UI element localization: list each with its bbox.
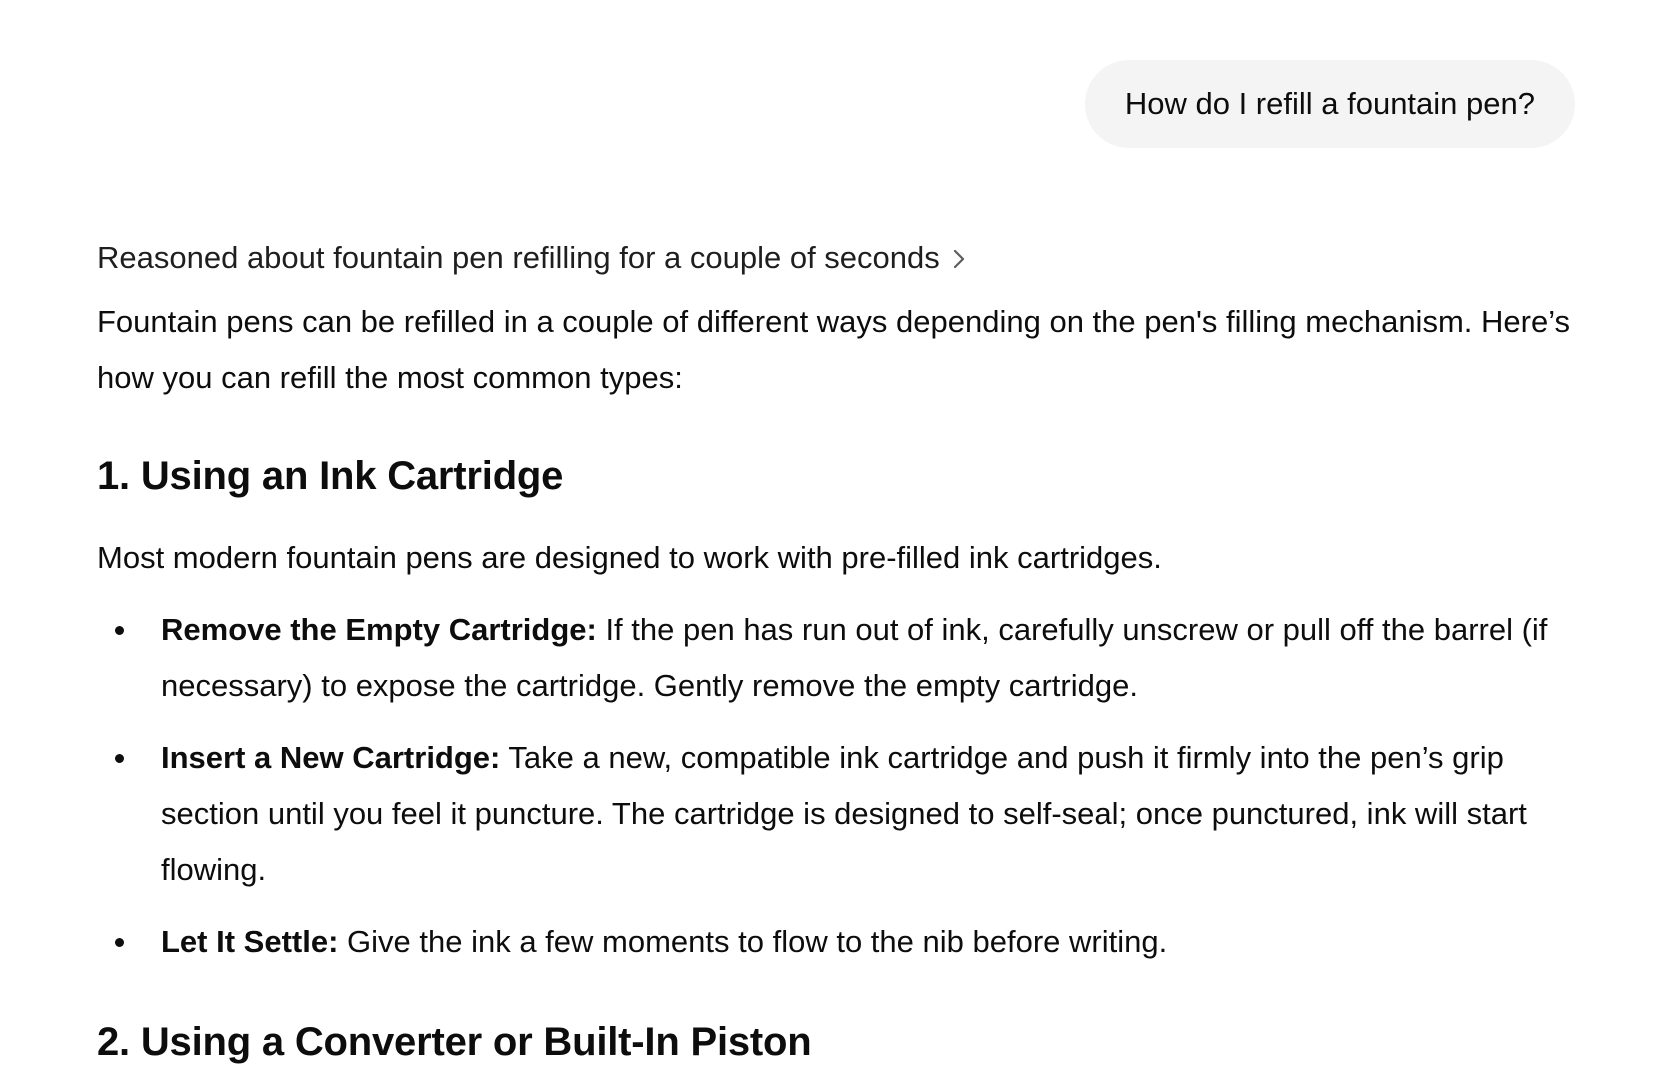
bullet-icon <box>115 626 124 635</box>
section-heading-converter: 2. Using a Converter or Built-In Piston <box>97 1020 812 1064</box>
step-text: Take a new, compatible ink cartridge and push it firmly into the pen’s grip section until you feel it puncture. The cartridge is designed to self-seal; once punctured, ink will start flowing. <box>161 740 1527 887</box>
list-item <box>97 730 1577 898</box>
reasoning-toggle[interactable] <box>97 236 966 280</box>
step-text: Give the ink a few moments to flow to the nib before writing. <box>338 924 1168 959</box>
list-item <box>97 914 1577 970</box>
user-message-row <box>1085 60 1575 148</box>
step-title: Let It Settle: <box>161 924 339 959</box>
bullet-icon <box>115 938 124 947</box>
bullet-icon <box>115 754 124 763</box>
step-title: Remove the Empty Cartridge: <box>161 612 597 647</box>
cartridge-steps-list <box>97 602 1577 970</box>
chevron-right-icon <box>952 248 966 270</box>
assistant-message <box>97 236 1577 1070</box>
section-paragraph-cartridge: Most modern fountain pens are designed to work with pre-filled ink cartridges. <box>97 540 1162 575</box>
user-message-bubble: How do I refill a fountain pen? <box>1085 60 1575 148</box>
section-heading-cartridge: 1. Using an Ink Cartridge <box>97 454 564 498</box>
intro-paragraph: Fountain pens can be refilled in a couple of different ways depending on the pen's filling mechanism. Here’s how you can refill the most common types: <box>97 304 1571 395</box>
list-item <box>97 602 1577 714</box>
reasoning-label: Reasoned about fountain pen refilling for a couple of seconds <box>97 240 940 275</box>
step-title: Insert a New Cartridge: <box>161 740 501 775</box>
step-text: If the pen has run out of ink, carefully unscrew or pull off the barrel (if necessary) to expose the cartridge. Gently remove the empty cartridge. <box>161 612 1548 703</box>
